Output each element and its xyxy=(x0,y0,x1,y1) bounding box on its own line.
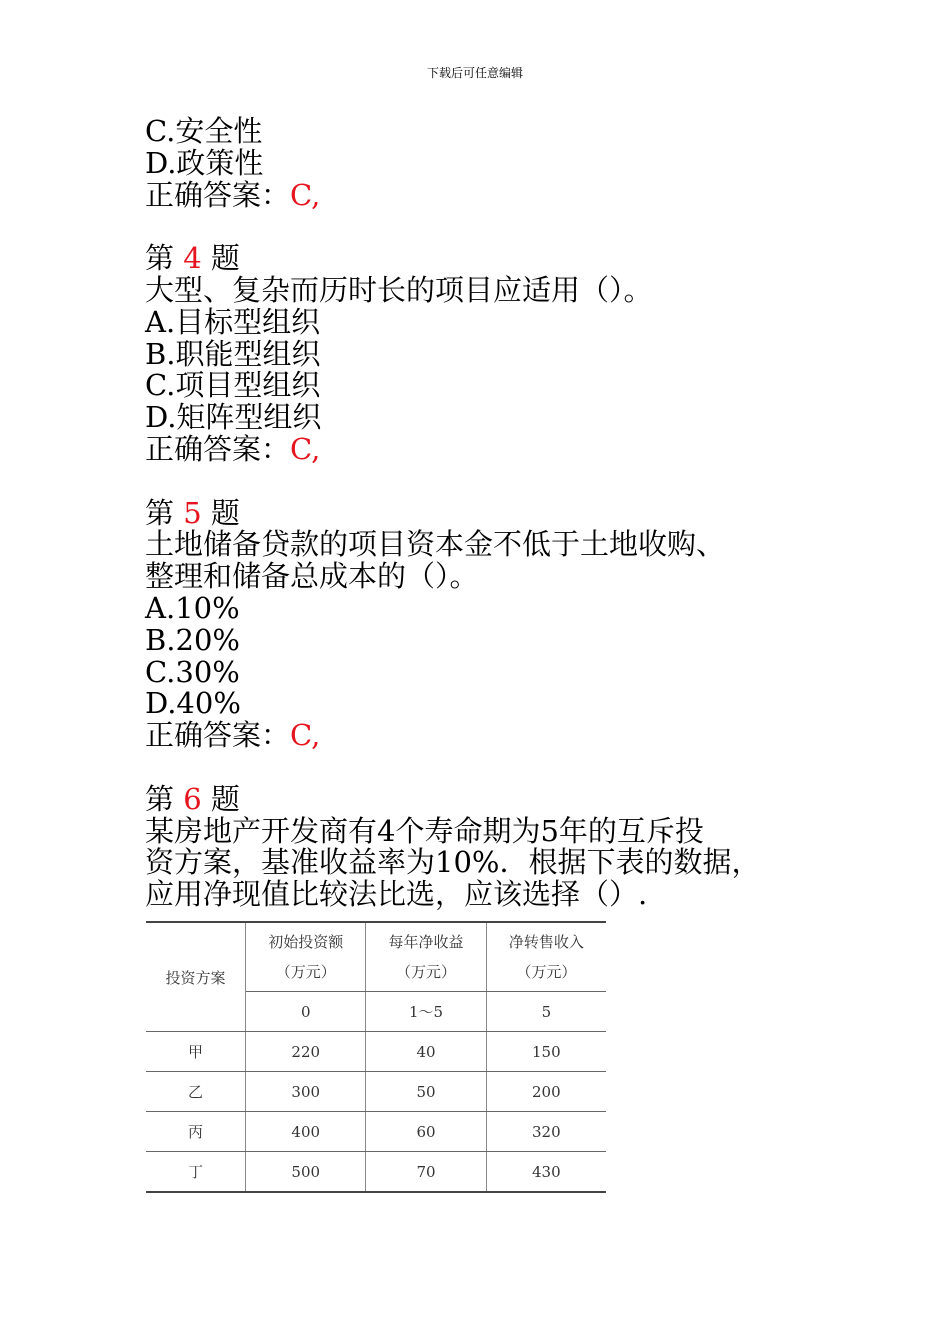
value-cell: 430 xyxy=(486,1152,606,1193)
plan-cell: 乙 xyxy=(146,1072,246,1112)
value-cell: 40 xyxy=(366,1032,486,1072)
column-header-line1: 每年净收益 xyxy=(388,933,464,951)
q3-answer xyxy=(145,177,845,212)
q5-answer xyxy=(145,720,845,752)
table-row xyxy=(146,1112,606,1152)
plan-cell: 甲 xyxy=(146,1032,246,1072)
value-cell: 60 xyxy=(366,1112,486,1152)
answer-value: C, xyxy=(290,718,321,753)
table-row xyxy=(146,1032,606,1072)
value-cell: 150 xyxy=(486,1032,606,1072)
q3-option-c: C.安全性 xyxy=(145,114,263,148)
answer-value: C, xyxy=(290,177,321,212)
column-header-annual xyxy=(366,922,486,992)
value-cell: 200 xyxy=(486,1072,606,1112)
answer-value: C, xyxy=(290,431,321,466)
table-row xyxy=(146,1152,606,1193)
q6-heading xyxy=(145,781,845,816)
q6-stem-line-1: 某房地产开发商有4个寿命期为5年的互斥投 xyxy=(145,813,704,848)
column-header-resale xyxy=(486,922,606,992)
question-suffix: 题 xyxy=(210,495,240,530)
question-number: 6 xyxy=(183,781,202,816)
q6-stem-line-2: 资方案，基准收益率为10%．根据下表的数据， xyxy=(145,845,761,880)
question-suffix: 题 xyxy=(210,241,240,276)
value-cell: 500 xyxy=(246,1152,366,1193)
q5-option-b: B.20% xyxy=(145,622,240,657)
value-cell: 70 xyxy=(366,1152,486,1193)
question-prefix: 第 xyxy=(145,495,175,530)
value-cell: 300 xyxy=(246,1072,366,1112)
answer-label: 正确答案： xyxy=(145,718,291,753)
investment-table xyxy=(146,921,606,1193)
q5-stem-line-1: 土地储备贷款的项目资本金不低于土地收购、 xyxy=(145,527,726,562)
q4-option-d: D.矩阵型组织 xyxy=(145,400,322,435)
year-cell: 1～5 xyxy=(366,992,486,1032)
q4-option-c: C.项目型组织 xyxy=(145,368,321,403)
table-row xyxy=(146,1072,606,1112)
q5-heading xyxy=(145,495,845,530)
q3-option-d: D.政策性 xyxy=(145,145,264,180)
column-header-line2: （万元） xyxy=(275,963,336,981)
q4-option-b: B.职能型组织 xyxy=(145,336,321,371)
column-header-line2: （万元） xyxy=(396,963,457,981)
column-header-line1: 净转售收入 xyxy=(508,933,584,951)
year-cell: 0 xyxy=(246,992,366,1032)
q5-option-a: A.10% xyxy=(145,590,240,625)
data-table xyxy=(146,921,606,1193)
value-cell: 220 xyxy=(246,1032,366,1072)
q4-answer xyxy=(145,431,845,466)
q4-heading xyxy=(145,243,845,275)
q5-option-c: C.30% xyxy=(145,654,240,689)
question-number: 4 xyxy=(183,241,202,276)
column-header-initial xyxy=(246,922,366,992)
value-cell: 320 xyxy=(486,1112,606,1152)
plan-header: 投资方案 xyxy=(146,922,246,1032)
page-header: 下载后可任意编辑 xyxy=(426,66,523,80)
year-cell: 5 xyxy=(486,992,606,1032)
q4-option-a: A.目标型组织 xyxy=(145,304,321,339)
column-header-line2: （万元） xyxy=(516,963,577,981)
question-number: 5 xyxy=(183,495,202,530)
plan-cell: 丙 xyxy=(146,1112,246,1152)
question-prefix: 第 xyxy=(145,781,175,816)
value-cell: 50 xyxy=(366,1072,486,1112)
answer-label: 正确答案： xyxy=(145,177,291,212)
column-header-line1: 初始投资额 xyxy=(268,933,344,951)
q5-option-d: D.40% xyxy=(145,686,241,721)
question-content xyxy=(145,116,845,911)
question-prefix: 第 xyxy=(145,241,175,276)
plan-cell: 丁 xyxy=(146,1152,246,1193)
q6-stem-line-3: 应用净现值比较法比选，应该选择（）. xyxy=(145,877,648,912)
table-header-row xyxy=(146,922,606,992)
answer-label: 正确答案： xyxy=(145,431,291,466)
q5-stem-line-2: 整理和储备总成本的（）。 xyxy=(145,559,479,594)
q4-stem: 大型、复杂而历时长的项目应适用（）。 xyxy=(145,272,653,307)
question-suffix: 题 xyxy=(210,781,240,816)
value-cell: 400 xyxy=(246,1112,366,1152)
